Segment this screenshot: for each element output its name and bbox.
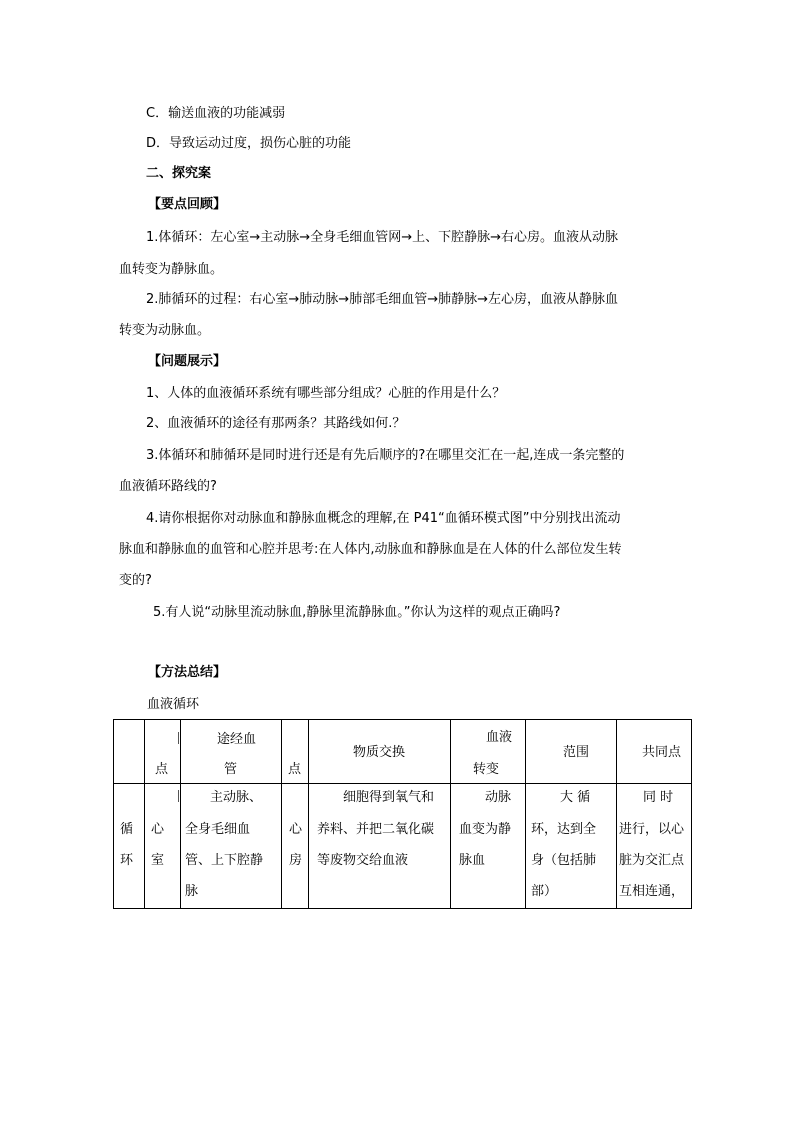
header-cell-1 xyxy=(114,720,145,784)
row-cell-range: 大 循 环，达到全 身（包括肺 部） xyxy=(526,784,617,909)
question-3-cont: 血液循环路线的? xyxy=(119,479,217,494)
question-4: 4.请你根据你对动脉血和静脉血概念的理解,在 P41“血循环模式图”中分别找出流动 xyxy=(146,511,621,526)
review-item-1-cont: 血转变为静脉血。 xyxy=(119,262,224,277)
option-c: C．输送血液的功能减弱 xyxy=(146,106,286,121)
question-3: 3.体循环和肺循环是同时进行还是有先后顺序的?在哪里交汇在一起,连成一条完整的 xyxy=(146,448,625,463)
review-item-1: 1.体循环：左心室→主动脉→全身毛细血管网→上、下腔静脉→右心房。血液从动脉 xyxy=(146,230,618,245)
table-row-systemic xyxy=(114,784,692,909)
header-cell-exchange: 物质交换 xyxy=(309,720,451,784)
row-cell-exchange: 细胞得到氧气和 养料、并把二氧化碳 等废物交给血液 xyxy=(309,784,451,909)
questions-heading: 【问题展示】 xyxy=(148,354,227,369)
method-heading: 【方法总结】 xyxy=(148,665,227,680)
row-cell-1: 循 环 xyxy=(114,784,145,909)
question-4-cont-1: 脉血和静脉血的血管和心腔并思考:在人体内,动脉血和静脉血是在人体的什么部位发生转 xyxy=(119,542,622,557)
circulation-table xyxy=(113,719,692,909)
question-5: 5.有人说“动脉里流动脉血,静脉里流静脉血。”你认为这样的观点正确吗? xyxy=(153,605,561,620)
row-cell-blood-change: 动脉 血变为静 脉血 xyxy=(451,784,526,909)
question-1: 1、人体的血液循环系统有哪些部分组成？心脏的作用是什么？ xyxy=(146,386,506,401)
header-cell-blood-change: 血液 转变 xyxy=(451,720,526,784)
review-heading: 【要点回顾】 xyxy=(148,197,227,212)
header-cell-2: 点 xyxy=(145,720,181,784)
table-header-row xyxy=(114,720,692,784)
cell-mark xyxy=(178,790,179,802)
row-cell-4: 心 房 xyxy=(282,784,309,909)
row-cell-route: 主动脉、 全身毛细血 管、上下腔静 脉 xyxy=(181,784,282,909)
question-2: 2、血液循环的途径有那两条？其路线如何.？ xyxy=(146,416,406,431)
question-4-cont-2: 变的? xyxy=(119,573,152,588)
review-item-2: 2.肺循环的过程：右心室→肺动脉→肺部毛细血管→肺静脉→左心房，血液从静脉血 xyxy=(146,292,618,307)
header-cell-4: 点 xyxy=(282,720,309,784)
option-d: D．导致运动过度，损伤心脏的功能 xyxy=(146,136,352,151)
header-cell-range: 范围 xyxy=(526,720,617,784)
table-caption: 血液循环 xyxy=(147,697,200,712)
row-cell-common: 同 时 进行，以心 脏为交汇点 互相连通， xyxy=(617,784,692,909)
header-cell-route: 途经血 管 xyxy=(181,720,282,784)
review-item-2-cont: 转变为动脉血。 xyxy=(119,323,211,338)
row-cell-2: 心 室 xyxy=(145,784,181,909)
cell-mark xyxy=(178,732,179,744)
header-cell-common: 共同点 xyxy=(617,720,692,784)
section-title: 二、探究案 xyxy=(146,166,212,181)
